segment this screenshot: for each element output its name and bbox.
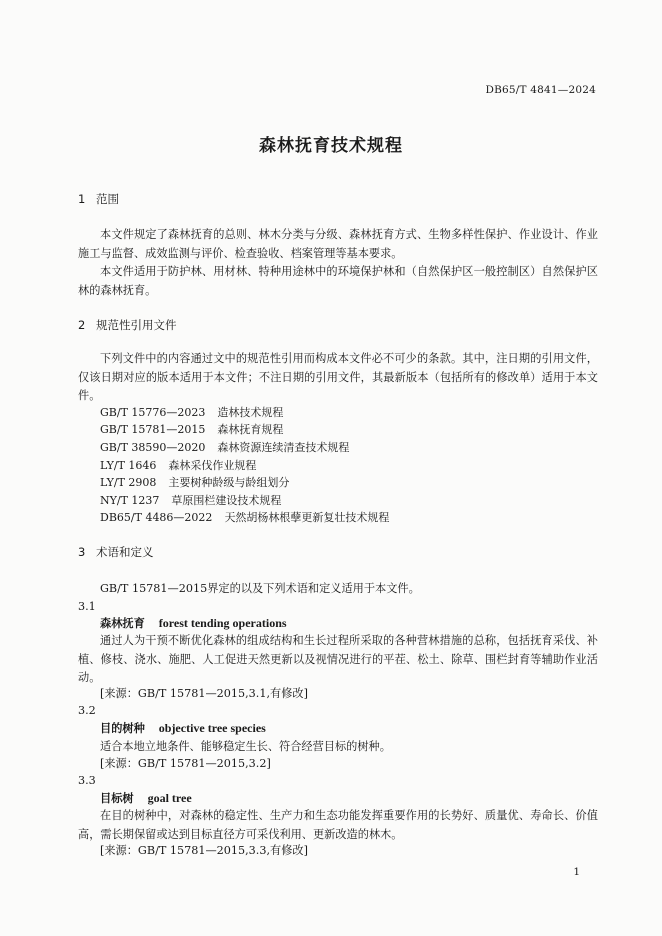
term-number: 3.3	[78, 774, 96, 787]
term-chinese: 目的树种	[100, 722, 145, 735]
section-1-heading	[78, 192, 119, 207]
term-number: 3.1	[78, 600, 96, 613]
term-number: 3.2	[78, 704, 96, 717]
section-2-paragraph: 下列文件中的内容通过文中的规范性引用而构成本文件必不可少的条款。其中，注日期的引用文件，仅该日期对应的版本适用于本文件；不注日期的引用文件，其最新版本（包括所有的修改单）适用于本文件。	[78, 352, 598, 402]
term-chinese: 目标树	[100, 792, 134, 805]
term-heading	[100, 616, 287, 631]
term-english: forest tending operations	[158, 616, 287, 630]
term-definition: 通过人为干预不断优化森林的组成结构和生长过程所采取的各种营林措施的总称，包括抚育采伐、补植、修枝、浇水、施肥、人工促进天然更新以及视情况进行的平茬、松土、除草、围栏封育等辅助作业活动。	[78, 634, 598, 684]
section-1-number: 1	[78, 192, 86, 206]
reference-item: GB/T 15776—2023 造林技术规程	[100, 406, 284, 419]
section-2-heading	[78, 318, 177, 333]
section-3-title: 术语和定义	[96, 545, 154, 559]
section-3-heading	[78, 545, 154, 560]
term-english: objective tree species	[158, 721, 266, 735]
section-3-intro: GB/T 15781—2015界定的以及下列术语和定义适用于本文件。	[100, 582, 420, 595]
section-3-number: 3	[78, 545, 86, 559]
reference-item: DB65/T 4486—2022 天然胡杨林根孽更新复壮技术规程	[100, 511, 390, 524]
section-2-number: 2	[78, 318, 86, 332]
reference-item: GB/T 38590—2020 森林资源连续清查技术规程	[100, 441, 350, 454]
term-heading	[100, 791, 192, 806]
reference-item: LY/T 2908 主要树种龄级与龄组划分	[100, 476, 290, 489]
term-definition: 适合本地立地条件、能够稳定生长、符合经营目标的树种。	[100, 740, 391, 753]
term-source: [来源：GB/T 15781—2015,3.2]	[100, 757, 271, 770]
term-definition: 在目的树种中，对森林的稳定性、生产力和生态功能发挥重要作用的长势好、质量优、寿命长、价值高，需长期保留或达到目标直径方可采伐利用、更新改造的林木。	[78, 809, 598, 841]
section-1-paragraph-1: 本文件规定了森林抚育的总则、林木分类与分级、森林抚育方式、生物多样性保护、作业设计、作业施工与监督、成效监测与评价、检查验收、档案管理等基本要求。	[78, 228, 598, 260]
reference-item: GB/T 15781—2015 森林抚育规程	[100, 423, 284, 436]
section-2-title: 规范性引用文件	[96, 318, 177, 332]
document-title: 森林抚育技术规程	[259, 136, 403, 156]
section-1-paragraph-2: 本文件适用于防护林、用材林、特种用途林中的环境保护林和（自然保护区一般控制区）自然保护区林的森林抚育。	[78, 265, 598, 297]
term-source: [来源：GB/T 15781—2015,3.1,有修改]	[100, 687, 308, 700]
term-english: goal tree	[147, 791, 192, 805]
reference-item: NY/T 1237 草原围栏建设技术规程	[100, 494, 282, 507]
page-number: 1	[573, 866, 580, 878]
term-heading	[100, 721, 266, 736]
reference-item: LY/T 1646 森林采伐作业规程	[100, 459, 257, 472]
term-source: [来源：GB/T 15781—2015,3.3,有修改]	[100, 844, 308, 857]
term-chinese: 森林抚育	[100, 617, 145, 630]
document-id: DB65/T 4841—2024	[485, 84, 596, 96]
section-1-title: 范围	[96, 192, 119, 206]
